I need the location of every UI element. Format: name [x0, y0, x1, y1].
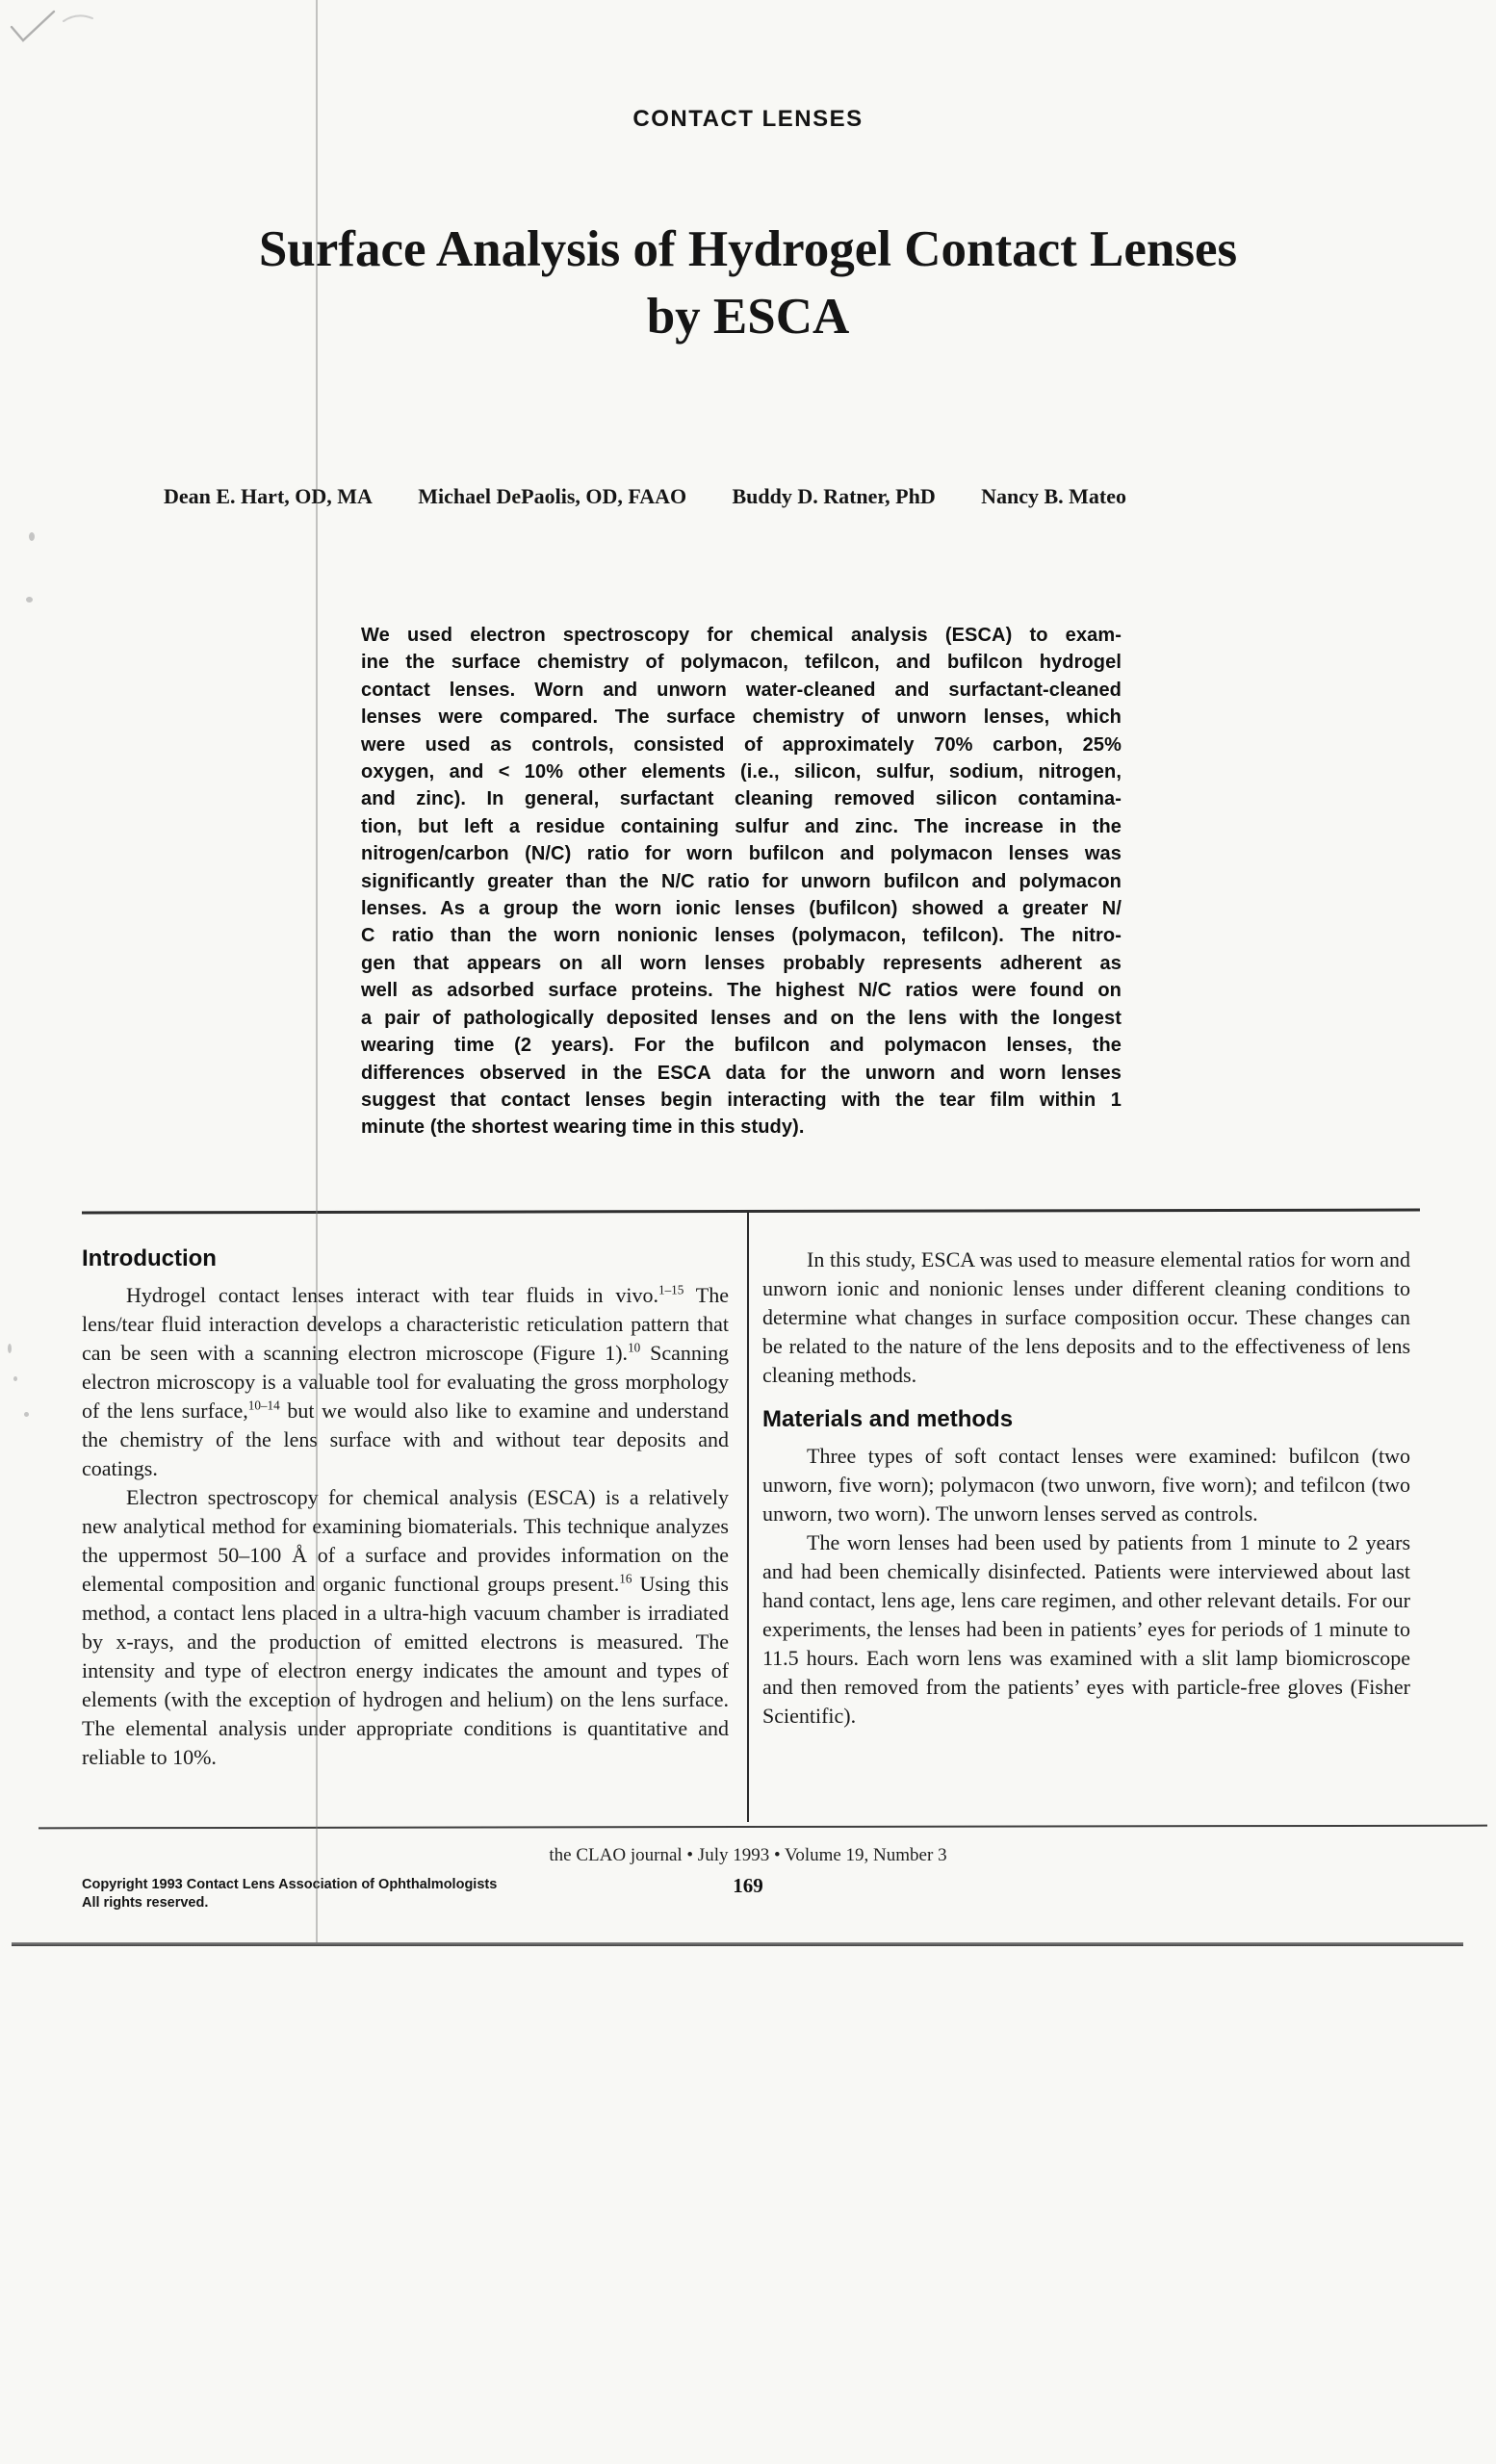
abstract-line: and zinc). In general, surfactant cleaning removed silicon contamina-	[361, 788, 1122, 810]
materials-paragraph-2: The worn lenses had been used by patients from 1 minute to 2 years and had been chemically disinfected. Patients were interviewed about last hand contact, lens age, lens care regimen, and other relevant details. For our experiments, the lenses had been in patients’ eyes for periods of 1 minute to 11.5 hours. Each worn lens was examined with a slit lamp biomicroscope and then removed from the patients’ eyes with particle-free gloves (Fisher Scientific).	[762, 1529, 1410, 1728]
pencil-checkmark	[4, 2, 110, 52]
section-heading-materials-methods: Materials and methods	[762, 1406, 1014, 1432]
journal-citation-line: the CLAO journal • July 1993 • Volume 19, Number 3	[549, 1845, 947, 1865]
scan-speck	[8, 1344, 12, 1353]
reference-superscript: 1–15	[658, 1282, 684, 1297]
abstract-line: contact lenses. Worn and unworn water-cleaned and surfactant-cleaned	[361, 679, 1122, 701]
abstract-line: tion, but left a residue containing sulfur and zinc. The increase in the	[361, 815, 1122, 837]
abstract-line: gen that appears on all worn lenses probably represents adherent as	[361, 952, 1122, 974]
author-name: Nancy B. Mateo	[981, 484, 1126, 508]
scan-speck	[13, 1376, 17, 1381]
abstract-line: nitrogen/carbon (N/C) ratio for worn bufilcon and polymacon lenses was	[361, 843, 1122, 865]
copyright-line1: Copyright 1993 Contact Lens Association of Ophthalmologists	[82, 1877, 498, 1892]
scan-speck	[29, 532, 35, 541]
materials-paragraph-1: Three types of soft contact lenses were examined: bufilcon (two unworn, five worn); polymacon (two unworn, five worn); and tefilcon (two unworn, two worn). The unworn lenses served as controls.	[762, 1443, 1410, 1526]
abstract-line: a pair of pathologically deposited lenses and on the lens with the longest	[361, 1007, 1122, 1029]
author-list	[164, 484, 1126, 509]
footer-rule	[39, 1825, 1487, 1830]
abstract-line: lenses. As a group the worn ionic lenses (bufilcon) showed a greater N/	[361, 898, 1122, 920]
left-column	[82, 1245, 729, 1772]
abstract-line: C ratio than the worn nonionic lenses (polymacon, tefilcon). The nitro-	[361, 925, 1122, 947]
author-name: Buddy D. Ratner, PhD	[732, 484, 936, 508]
abstract-line: We used electron spectroscopy for chemical analysis (ESCA) to exam-	[361, 625, 1122, 646]
abstract-line: suggest that contact lenses begin interacting with the tear film within 1	[361, 1089, 1122, 1111]
article-title-line1: Surface Analysis of Hydrogel Contact Lenses	[258, 221, 1238, 277]
abstract-line: wearing time (2 years). For the bufilcon and polymacon lenses, the	[361, 1035, 1122, 1057]
abstract-line: lenses were compared. The surface chemistry of unworn lenses, which	[361, 706, 1122, 729]
intro-paragraph-2: Electron spectroscopy for chemical analysis (ESCA) is a relatively new analytical method for examining biomaterials. This technique analyzes the uppermost 50–100 Å of a surface and provides information on the elemental composition and organic functional groups present.$^{16}$ Using this method, a contact lens placed in a ultra-high vacuum chamber is irradiated by x-rays, and the production of emitted electrons is measured. The intensity and type of electron energy indicates the amount and types of elements (with the exception of hydrogen and helium) on the lens surface. The elemental analysis under appropriate conditions is quantitative and reliable to 10%.	[82, 1484, 729, 1769]
page-number: 169	[733, 1874, 763, 1897]
reference-superscript: 10–14	[247, 1398, 280, 1413]
scan-speck	[26, 597, 33, 603]
running-head: CONTACT LENSES	[632, 106, 864, 132]
scan-bottom-bar	[12, 1942, 1463, 1946]
copyright-line2: All rights reserved.	[82, 1895, 209, 1911]
author-name: Dean E. Hart, OD, MA	[164, 484, 373, 508]
abstract-line: ine the surface chemistry of polymacon, tefilcon, and bufilcon hydrogel	[361, 652, 1122, 674]
right-column	[762, 1245, 1410, 1731]
reference-superscript: 10	[628, 1340, 641, 1355]
scan-speck	[24, 1412, 29, 1417]
author-name: Michael DePaolis, OD, FAAO	[418, 484, 687, 508]
abstract-line: minute (the shortest wearing time in this study).	[361, 1116, 805, 1139]
column-divider-rule	[747, 1212, 749, 1822]
intro-paragraph-1: Hydrogel contact lenses interact with tear fluids in vivo.$^{1-15}$ The lens/tear fluid interaction develops a characteristic reticulation pattern that can be seen with a scanning electron microscope (Figure 1).$^{10}$ Scanning electron microscopy is a valuable tool for evaluating the gross morphology of the lens surface,$^{10-14}$ but we would also like to examine and understand the chemistry of the lens surface with and without tear deposits and coatings.	[82, 1282, 730, 1480]
reference-superscript: 16	[619, 1571, 632, 1586]
body-top-rule	[82, 1209, 1420, 1215]
abstract-line: significantly greater than the N/C ratio for unworn bufilcon and polymacon	[361, 870, 1122, 892]
scan-fold-line	[316, 0, 318, 1944]
abstract-line: differences observed in the ESCA data for the unworn and worn lenses	[361, 1062, 1122, 1084]
abstract-line: were used as controls, consisted of approximately 70% carbon, 25%	[361, 733, 1122, 756]
abstract-block	[361, 622, 1122, 1142]
abstract-line: well as adsorbed surface proteins. The highest N/C ratios were found on	[361, 980, 1122, 1002]
section-heading-introduction: Introduction	[82, 1245, 217, 1271]
article-title	[0, 216, 1496, 350]
study-purpose-paragraph: In this study, ESCA was used to measure elemental ratios for worn and unworn ionic and nonionic lenses under different cleaning conditions to determine what changes in surface composition occur. These changes can be related to the nature of the lens deposits and to the effectiveness of lens cleaning methods.	[762, 1247, 1410, 1387]
article-title-line2: by ESCA	[646, 289, 850, 345]
copyright-notice	[82, 1876, 497, 1912]
abstract-line: oxygen, and < 10% other elements (i.e., silicon, sulfur, sodium, nitrogen,	[361, 761, 1122, 783]
